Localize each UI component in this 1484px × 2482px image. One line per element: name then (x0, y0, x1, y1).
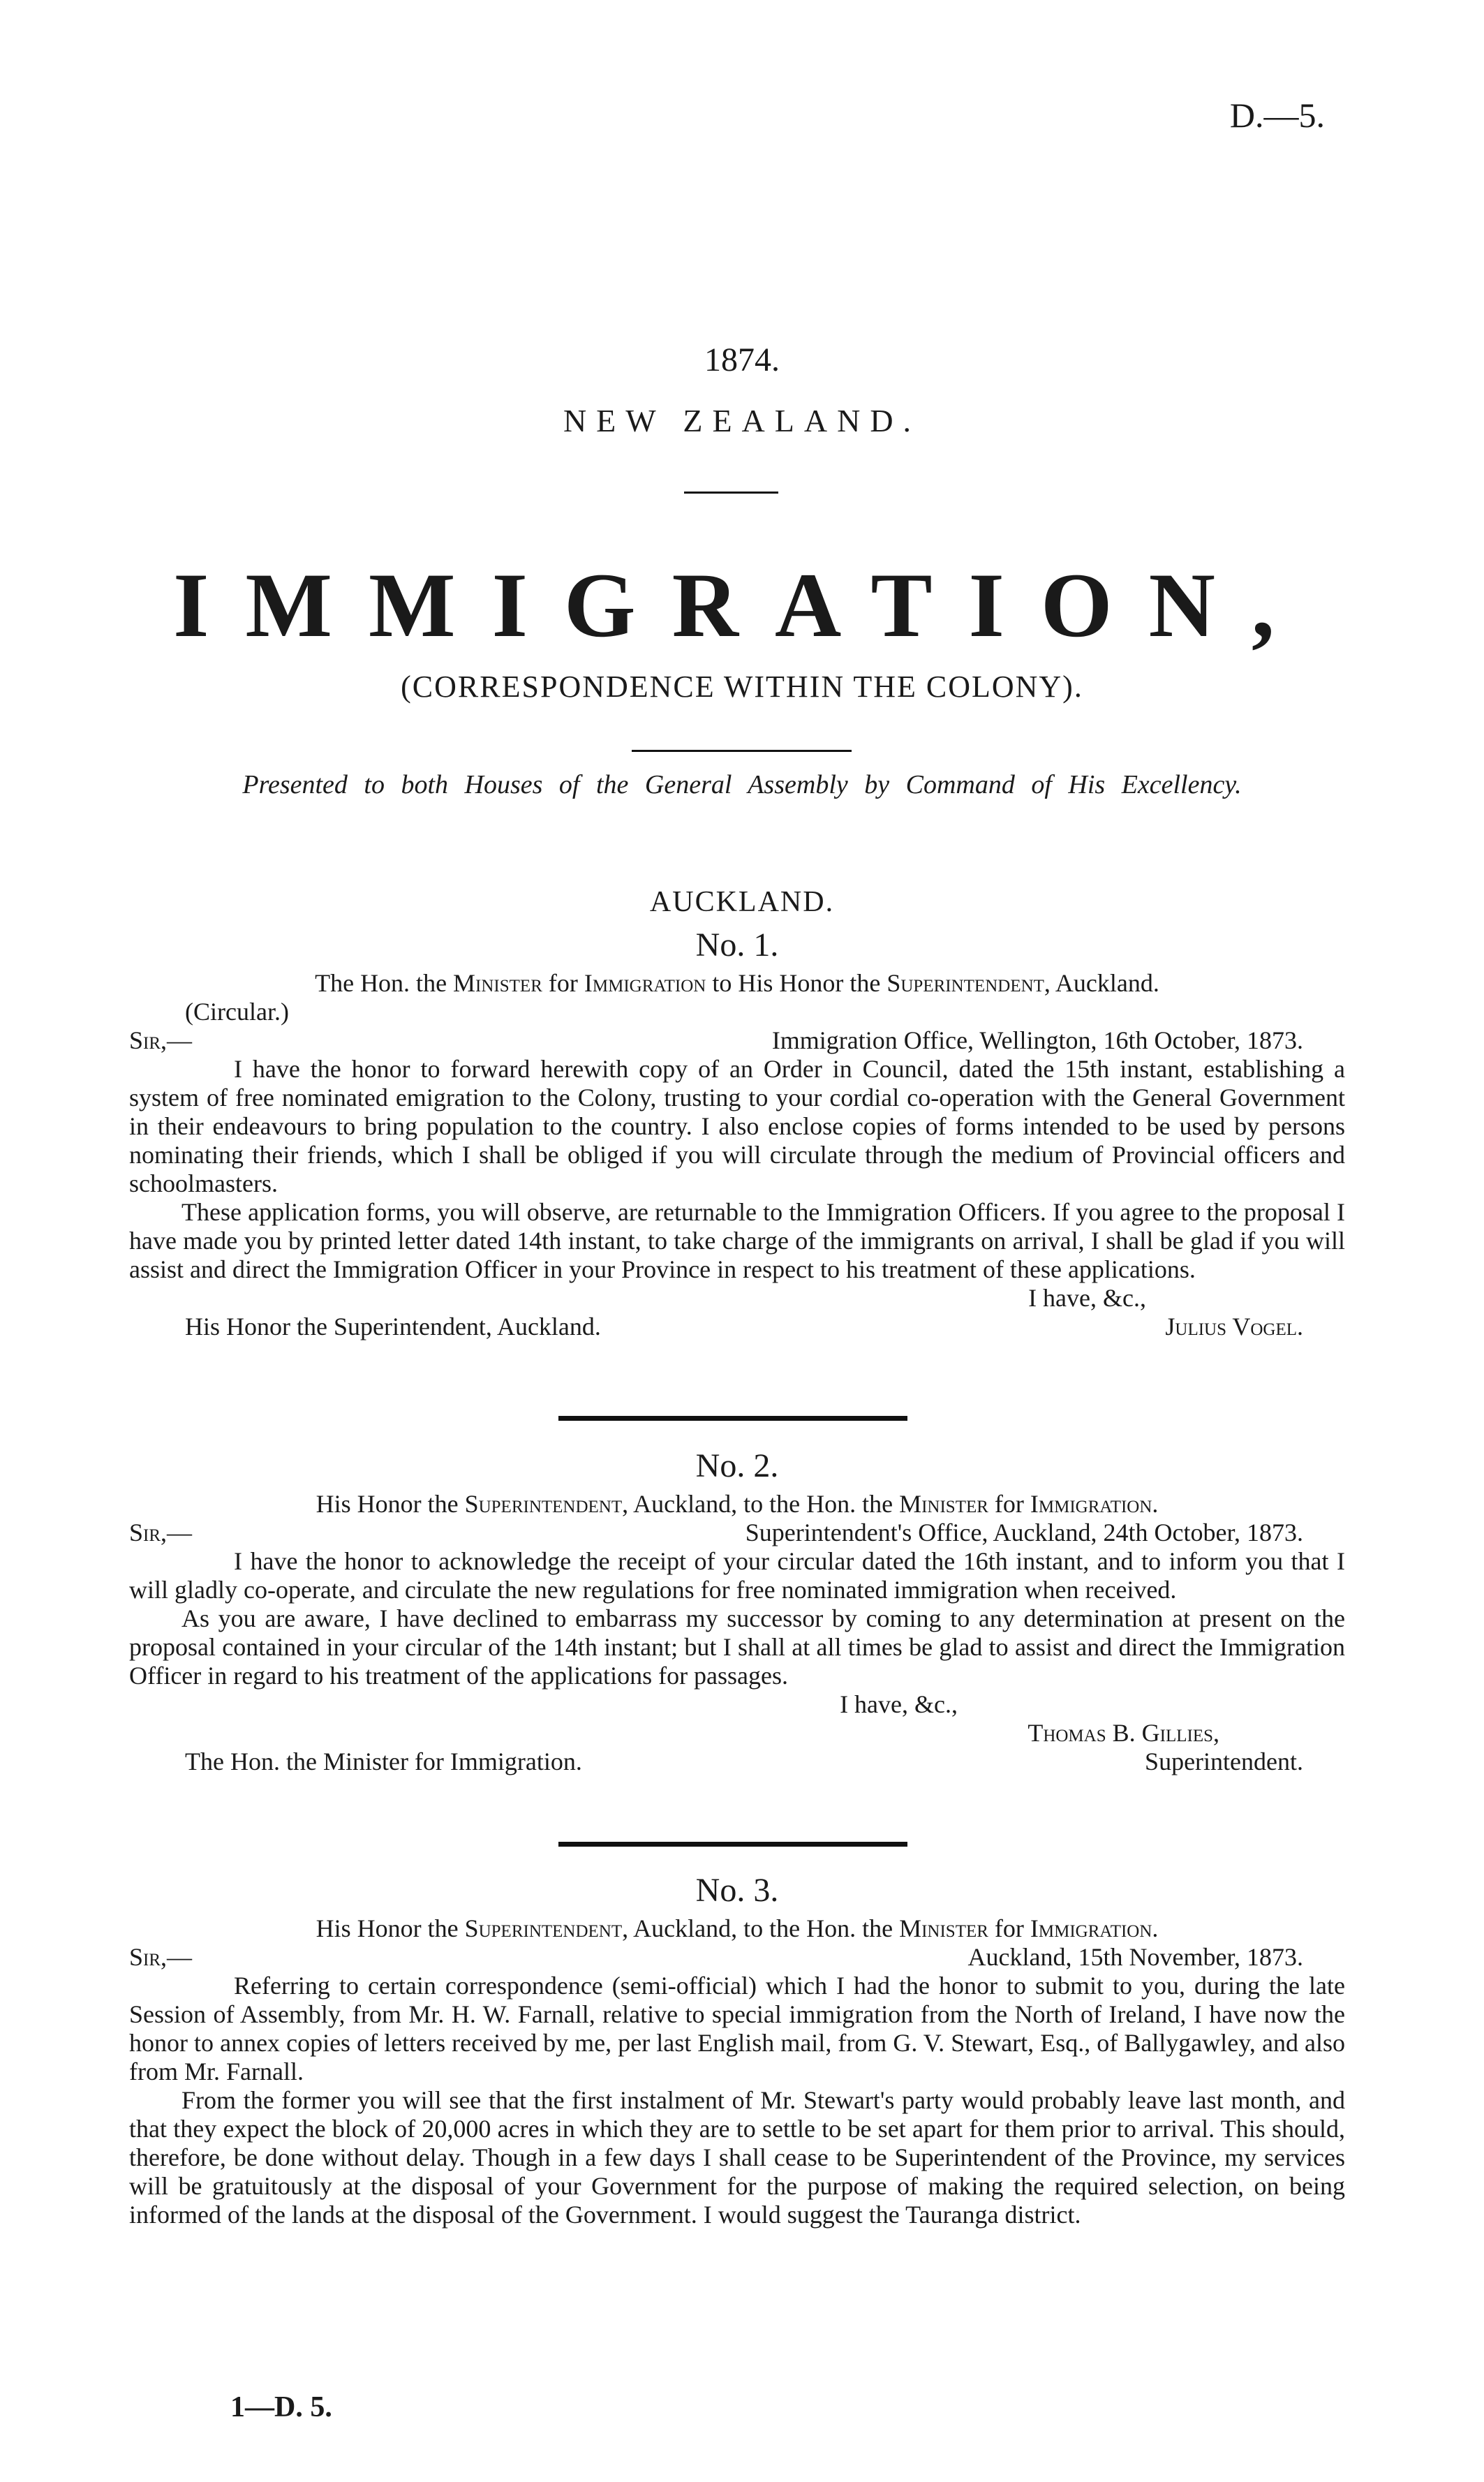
addressee-row (129, 1748, 1345, 1776)
signature-title: Superintendent. (1145, 1748, 1303, 1775)
document-year: 1874. (704, 341, 780, 378)
letter-paragraph: Referring to certain correspondence (semi-official) which I had the honor to submit to you, during the late Session of Assembly, from Mr. H. W. Farnall, relative to special immigration from the North of Ireland, I have now the honor to annex copies of letters received by me, per last English mail, from G. V. Stewart, Esq., of Ballygawley, and also from Mr. Farnall. (129, 1972, 1345, 2085)
letter (129, 1447, 1345, 1776)
letter (129, 926, 1345, 1341)
letter-heading: The Hon. the Minister for Immigration to His Honor the Superintendent, Auckland. (315, 969, 1159, 997)
document-subtitle: (CORRESPONDENCE WITHIN THE COLONY). (401, 670, 1083, 704)
document-country: NEW ZEALAND. (563, 403, 921, 438)
document-title: IMMIGRATION, (173, 554, 1311, 656)
divider-rule (558, 1416, 907, 1421)
salutation-row (129, 1026, 1345, 1055)
letter-number: No. 1. (695, 926, 779, 963)
salutation: Sir,— (129, 1519, 193, 1546)
addressee: The Hon. the Minister for Immigration. (185, 1748, 582, 1775)
letter-note: (Circular.) (185, 998, 289, 1026)
letter-heading: His Honor the Superintendent, Auckland, to the Hon. the Minister for Immigration. (316, 1914, 1159, 1942)
page-number: D.—5. (1229, 96, 1325, 135)
letter-number: No. 2. (695, 1447, 779, 1484)
divider-rule (632, 750, 852, 752)
addressee-row (129, 1313, 1345, 1341)
divider-rule (558, 1842, 907, 1847)
signature: Julius Vogel. (1165, 1313, 1303, 1340)
letter-closing: I have, &c., (840, 1690, 958, 1718)
letter-closing: I have, &c., (1028, 1284, 1146, 1312)
footer-mark: 1—D. 5. (230, 2391, 332, 2423)
addressee: His Honor the Superintendent, Auckland. (185, 1313, 601, 1340)
letter-heading: His Honor the Superintendent, Auckland, to the Hon. the Minister for Immigration. (316, 1490, 1159, 1518)
letter-paragraph: I have the honor to acknowledge the receipt of your circular dated the 16th instant, and to inform you that I will gladly co-operate, and circulate the new regulations for free nominated immigration when received. (129, 1547, 1345, 1604)
salutation: Sir,— (129, 1026, 193, 1054)
salutation-row (129, 1943, 1345, 1972)
salutation-row (129, 1519, 1345, 1547)
signature: Thomas B. Gillies, (1027, 1719, 1219, 1747)
salutation: Sir,— (129, 1943, 193, 1971)
letter-paragraph: As you are aware, I have declined to embarrass my successor by coming to any determination at present on the proposal contained in your circular of the 14th instant; but I shall at all times be glad to assist and direct the Immigration Officer in regard to his treatment of the applications for passages. (129, 1604, 1345, 1690)
dateline: Superintendent's Office, Auckland, 24th October, 1873. (745, 1519, 1303, 1546)
letter-paragraph: These application forms, you will observe, are returnable to the Immigration Officers. If you agree to the proposal I have made you by printed letter dated 14th instant, to take charge of the immigrants on arrival, I shall be glad if you will assist and direct the Immigration Officer in your Province in respect to his treatment of these applications. (129, 1198, 1345, 1283)
dateline: Auckland, 15th November, 1873. (967, 1943, 1303, 1971)
divider-rule (684, 492, 778, 494)
letter (129, 1871, 1345, 2229)
presented-line: Presented to both Houses of the General Assembly by Command of His Excellency. (242, 770, 1242, 799)
letter-paragraph: I have the honor to forward herewith copy of an Order in Council, dated the 15th instant, establishing a system of free nominated emigration to the Colony, trusting to your cordial co-operation with the General Government in their endeavours to bring population to the country. I also enclose copies of forms intended to be used by persons nominating their friends, which I shall be obliged if you will circulate through the medium of Provincial officers and schoolmasters. (129, 1055, 1345, 1197)
section-heading: AUCKLAND. (649, 886, 835, 918)
dateline: Immigration Office, Wellington, 16th October, 1873. (771, 1026, 1303, 1054)
letter-paragraph: From the former you will see that the first instalment of Mr. Stewart's party would probably leave last month, and that they expect the block of 20,000 acres in which they are to settle to be set apart for them prior to arrival. This should, therefore, be done without delay. Though in a few days I shall cease to be Superintendent of the Province, my services will be gratuitously at the disposal of your Government for the purpose of making the required selection, on being informed of the lands at the disposal of the Government. I would suggest the Tauranga district. (129, 2086, 1345, 2229)
letter-number: No. 3. (695, 1872, 779, 1909)
